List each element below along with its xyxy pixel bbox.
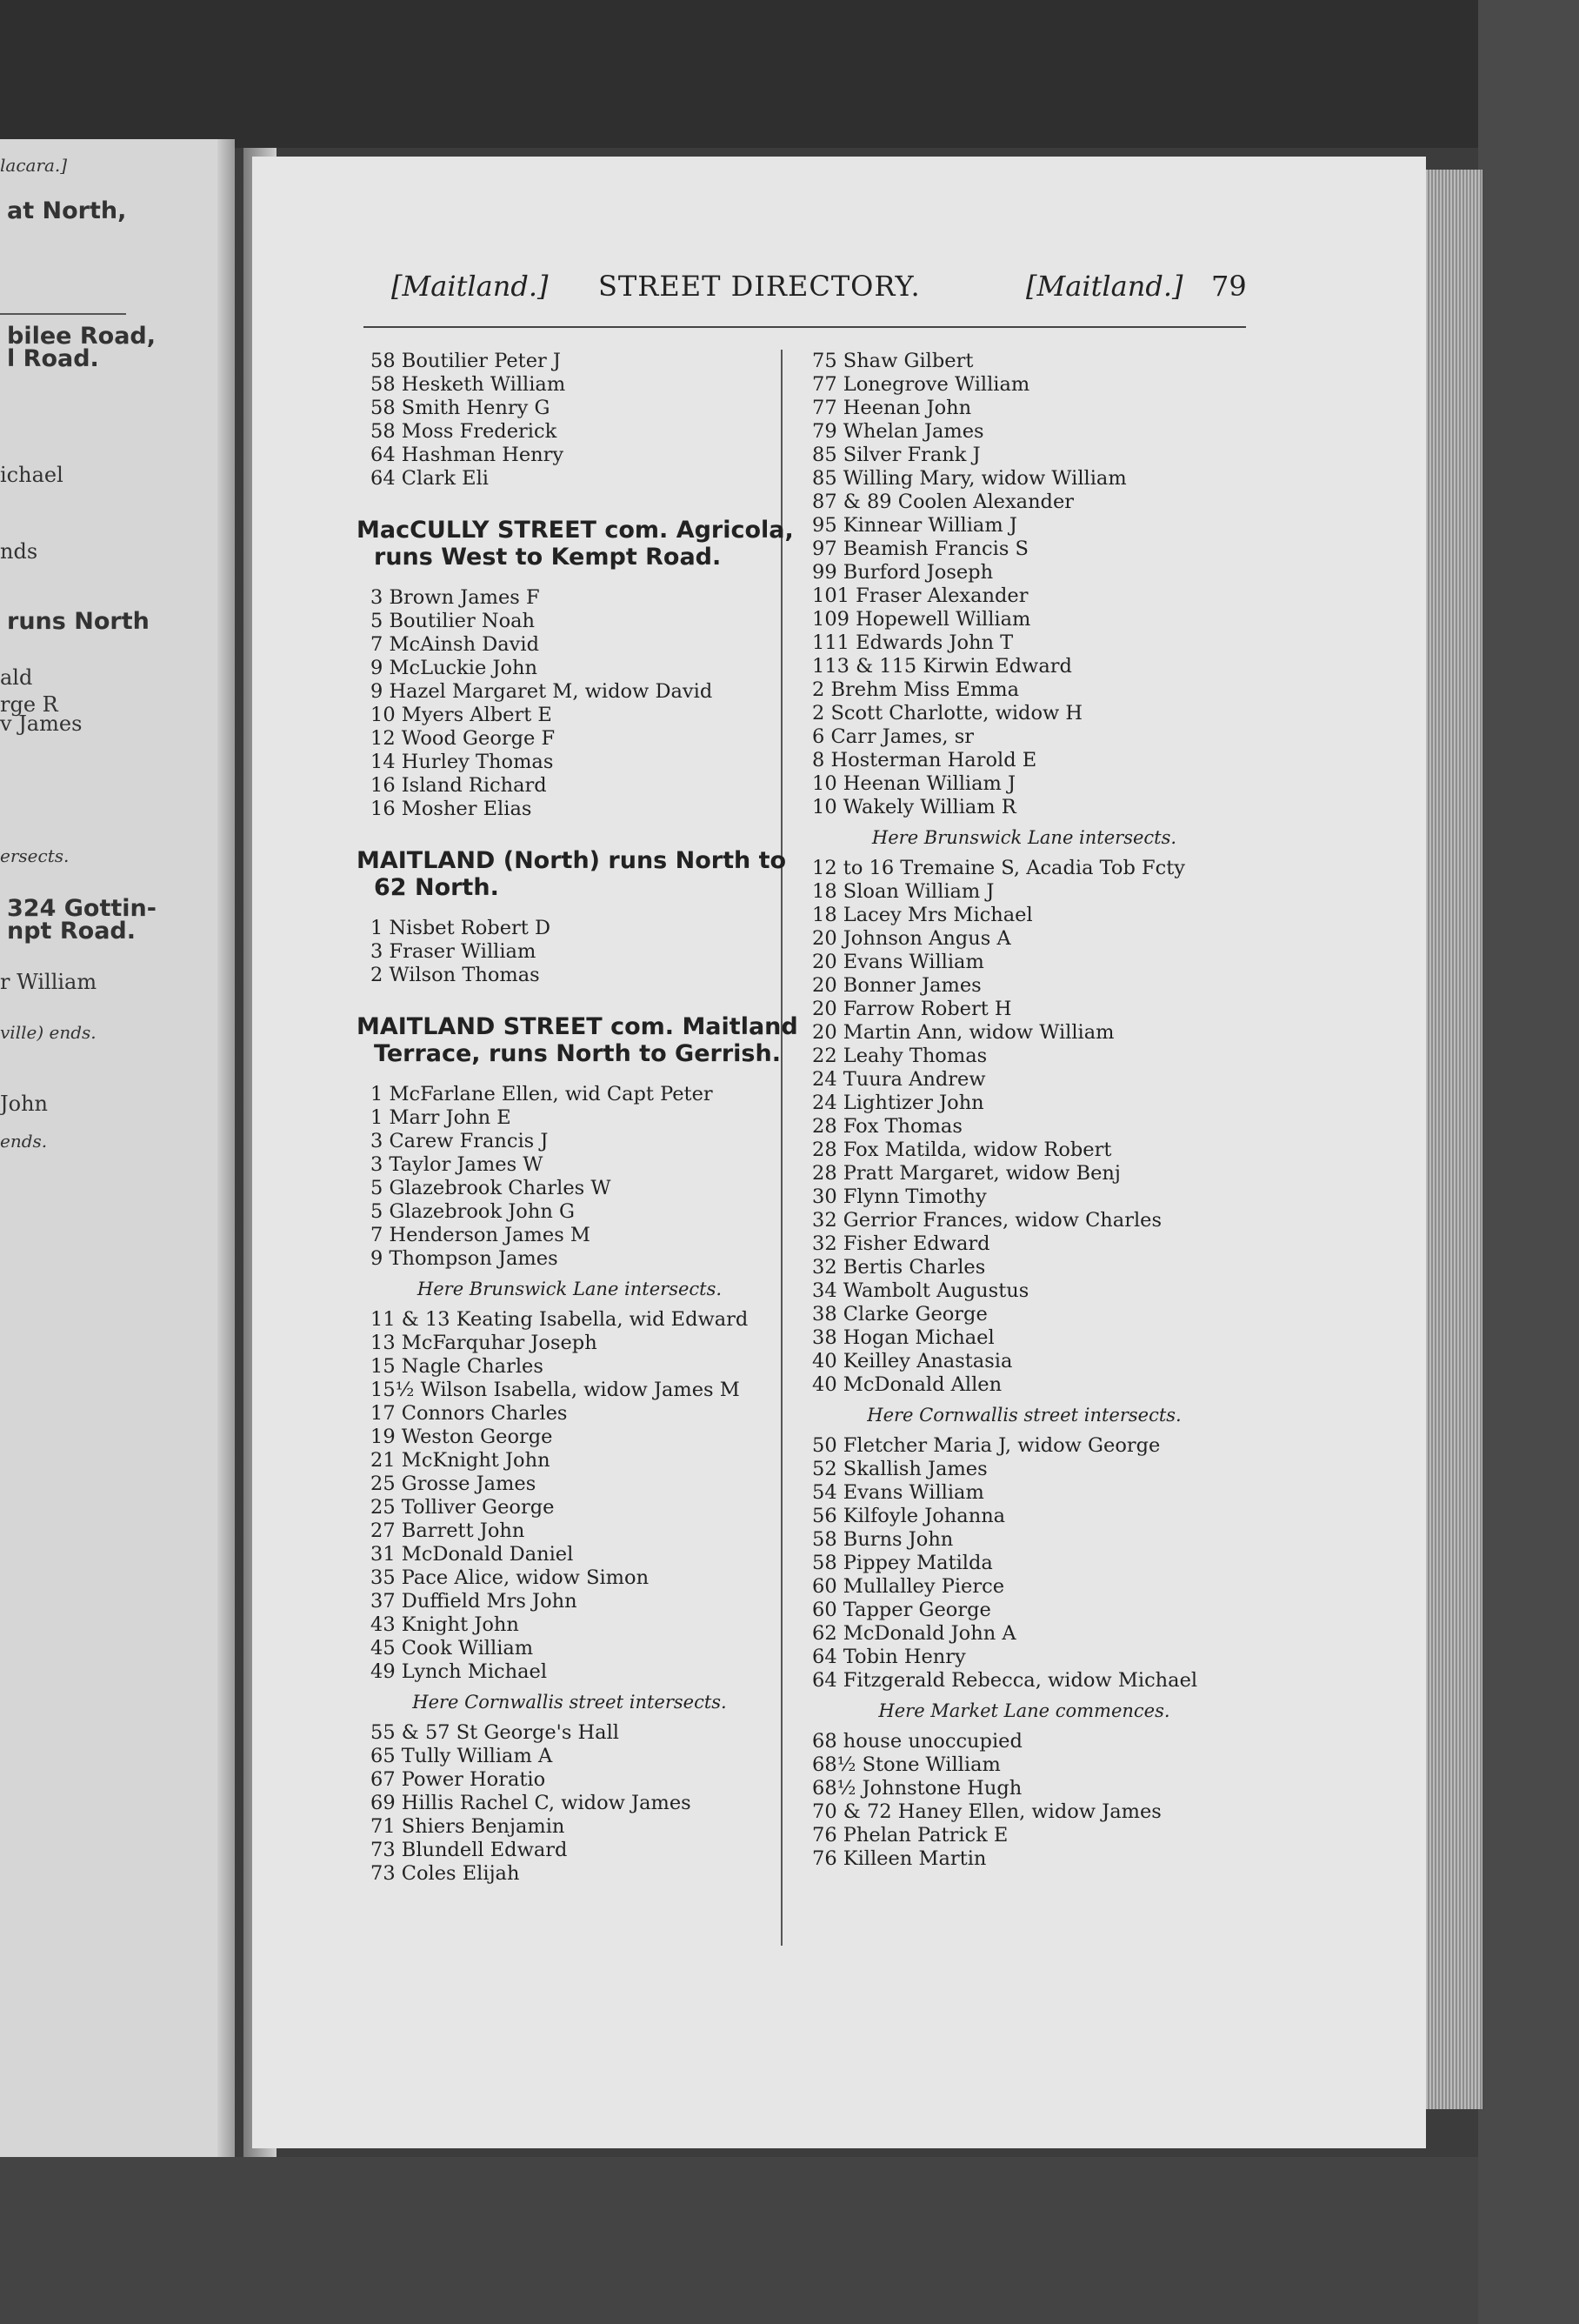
directory-entry: 30 Flynn Timothy [812, 1185, 987, 1208]
directory-entry: 20 Farrow Robert H [812, 998, 1012, 1020]
directory-entry: 64 Clark Eli [370, 467, 489, 490]
directory-entry: 14 Hurley Thomas [370, 751, 554, 773]
directory-entry: 12 to 16 Tremaine S, Acadia Tob Fcty [812, 857, 1185, 879]
directory-entry: 22 Leahy Thomas [812, 1045, 988, 1067]
background-right [1478, 0, 1579, 2324]
directory-entry: 7 Henderson James M [370, 1224, 590, 1246]
directory-entry: 45 Cook William [370, 1637, 534, 1660]
left-page-text-fragment: nds [0, 539, 38, 564]
directory-entry: 52 Skallish James [812, 1458, 988, 1480]
intersection-note: Here Brunswick Lane intersects. [416, 1279, 723, 1299]
directory-entry: 2 Brehm Miss Emma [812, 678, 1020, 701]
left-facing-page [0, 139, 235, 2157]
directory-entry: 27 Barrett John [370, 1519, 525, 1542]
street-heading-maitland-north [356, 847, 787, 901]
directory-entry: 16 Mosher Elias [370, 798, 532, 820]
directory-entry: 20 Evans William [812, 951, 984, 973]
directory-entry: 64 Fitzgerald Rebecca, widow Michael [812, 1669, 1198, 1692]
directory-entry: 62 McDonald John A [812, 1622, 1016, 1645]
directory-entry: 18 Sloan William J [812, 880, 995, 903]
directory-entry: 17 Connors Charles [370, 1402, 568, 1425]
page-number: 79 [1211, 270, 1247, 303]
street-heading-maitland-street [356, 1013, 798, 1067]
directory-entry: 40 Keilley Anastasia [812, 1350, 1013, 1372]
directory-entry: 50 Fletcher Maria J, widow George [812, 1434, 1161, 1457]
column-2 [798, 350, 1250, 1871]
directory-entry: 101 Fraser Alexander [812, 584, 1029, 607]
directory-entry: 25 Grosse James [370, 1473, 536, 1495]
directory-entry: 5 Glazebrook Charles W [370, 1177, 611, 1199]
directory-entry: 21 McKnight John [370, 1449, 550, 1472]
directory-entry: 24 Tuura Andrew [812, 1068, 986, 1091]
entry-list [356, 917, 783, 987]
directory-entry: 20 Bonner James [812, 974, 982, 997]
directory-entry: 25 Tolliver George [370, 1496, 555, 1519]
directory-entry: 35 Pace Alice, widow Simon [370, 1566, 650, 1589]
left-page-rule [0, 313, 126, 315]
left-page-text-fragment: runs North [7, 608, 150, 635]
street-heading-line: 62 North. [374, 874, 499, 901]
directory-entry: 10 Myers Albert E [370, 704, 552, 726]
directory-entry: 7 McAinsh David [370, 633, 539, 656]
directory-entry: 95 Kinnear William J [812, 514, 1017, 537]
directory-entry: 20 Martin Ann, widow William [812, 1021, 1115, 1044]
intersection-note: Here Cornwallis street intersects. [867, 1405, 1182, 1426]
directory-entry: 37 Duffield Mrs John [370, 1590, 577, 1613]
left-page-text-fragment: ersects. [0, 845, 70, 866]
directory-entry: 77 Heenan John [812, 397, 972, 419]
directory-entry: 24 Lightizer John [812, 1092, 984, 1114]
header-rule [363, 326, 1246, 328]
directory-entry: 28 Pratt Margaret, widow Benj [812, 1162, 1121, 1185]
header-right-running-title: [Maitland.] [1026, 270, 1183, 303]
directory-entry: 16 Island Richard [370, 774, 547, 797]
left-page-text-fragment: ends. [0, 1131, 48, 1152]
directory-entry: 9 Hazel Margaret M, widow David [370, 680, 713, 703]
directory-entry: 76 Phelan Patrick E [812, 1824, 1009, 1847]
directory-entry: 1 Marr John E [370, 1106, 511, 1129]
left-page-text-fragment: 324 Gottin- [7, 895, 157, 922]
directory-entry: 99 Burford Joseph [812, 561, 994, 584]
entry-list [798, 350, 1250, 819]
street-heading-line: runs West to Kempt Road. [374, 544, 722, 571]
directory-entry: 38 Hogan Michael [812, 1326, 995, 1349]
left-page-text-fragment: l Road. [7, 345, 99, 372]
directory-entry: 38 Clarke George [812, 1303, 988, 1326]
directory-entry: 3 Fraser William [370, 940, 536, 963]
directory-entry: 6 Carr James, sr [812, 725, 974, 748]
entry-list [798, 1434, 1250, 1693]
street-heading-line: Terrace, runs North to Gerrish. [374, 1040, 781, 1067]
directory-entry: 76 Killeen Martin [812, 1847, 987, 1870]
left-page-gutter [217, 139, 235, 2157]
directory-entry: 28 Fox Matilda, widow Robert [812, 1139, 1112, 1161]
entry-list [798, 857, 1250, 1397]
directory-entry: 11 & 13 Keating Isabella, wid Edward [370, 1308, 749, 1331]
directory-entry: 10 Heenan William J [812, 772, 1016, 795]
directory-entry: 1 Nisbet Robert D [370, 917, 551, 939]
directory-entry: 79 Whelan James [812, 420, 984, 443]
directory-entry: 8 Hosterman Harold E [812, 749, 1037, 771]
directory-entry: 68½ Johnstone Hugh [812, 1777, 1023, 1800]
directory-entry: 5 Boutilier Noah [370, 610, 536, 632]
entry-list [356, 1083, 783, 1271]
directory-entry: 70 & 72 Haney Ellen, widow James [812, 1800, 1162, 1823]
directory-entry: 32 Bertis Charles [812, 1256, 986, 1279]
left-page-text-fragment: lacara.] [0, 155, 68, 176]
street-heading-line: MacCULLY STREET com. Agricola, [356, 517, 794, 544]
directory-entry: 15 Nagle Charles [370, 1355, 543, 1378]
directory-entry: 85 Willing Mary, widow William [812, 467, 1127, 490]
directory-entry: 10 Wakely William R [812, 796, 1016, 818]
directory-entry: 87 & 89 Coolen Alexander [812, 491, 1075, 513]
directory-entry: 9 Thompson James [370, 1247, 558, 1270]
directory-entry: 55 & 57 St George's Hall [370, 1721, 619, 1744]
directory-entry: 109 Hopewell William [812, 608, 1031, 631]
directory-entry: 113 & 115 Kirwin Edward [812, 655, 1072, 678]
directory-entry: 56 Kilfoyle Johanna [812, 1505, 1006, 1527]
directory-entry: 34 Wambolt Augustus [812, 1279, 1029, 1302]
directory-entry: 12 Wood George F [370, 727, 556, 750]
intersection-note: Here Cornwallis street intersects. [412, 1692, 727, 1713]
directory-entry: 85 Silver Frank J [812, 444, 981, 466]
entry-list [798, 1730, 1250, 1871]
directory-entry: 65 Tully William A [370, 1745, 553, 1767]
directory-entry: 73 Coles Elijah [370, 1862, 520, 1885]
entry-list [356, 1721, 783, 1886]
directory-entry: 69 Hillis Rachel C, widow James [370, 1792, 691, 1814]
header-left-running-title: [Maitland.] [391, 270, 549, 303]
street-heading-line: MAITLAND (North) runs North to [356, 847, 787, 874]
directory-entry: 67 Power Horatio [370, 1768, 546, 1791]
directory-entry: 68 house unoccupied [812, 1730, 1023, 1753]
directory-entry: 2 Wilson Thomas [370, 964, 540, 986]
directory-entry: 58 Smith Henry G [370, 397, 550, 419]
directory-entry: 5 Glazebrook John G [370, 1200, 575, 1223]
street-heading-maccully [356, 517, 794, 571]
directory-entry: 32 Fisher Edward [812, 1232, 990, 1255]
background-bottom [0, 2157, 1579, 2324]
left-page-text-fragment: rge R [0, 692, 58, 717]
left-page-text-fragment: at North, [7, 197, 127, 224]
directory-entry: 58 Pippey Matilda [812, 1552, 993, 1574]
street-heading-line: MAITLAND STREET com. Maitland [356, 1013, 798, 1040]
directory-entry: 68½ Stone William [812, 1753, 1001, 1776]
directory-entry: 43 Knight John [370, 1613, 519, 1636]
column-1 [356, 350, 798, 1886]
directory-entry: 97 Beamish Francis S [812, 538, 1029, 560]
directory-entry: 71 Shiers Benjamin [370, 1815, 565, 1838]
left-page-text-fragment: John [0, 1092, 48, 1116]
directory-entry: 31 McDonald Daniel [370, 1543, 574, 1566]
background-top [0, 0, 1579, 148]
directory-entry: 40 McDonald Allen [812, 1373, 1003, 1396]
directory-entry: 49 Lynch Michael [370, 1660, 548, 1683]
directory-entry: 2 Scott Charlotte, widow H [812, 702, 1083, 725]
left-page-text-fragment: ichael [0, 463, 63, 487]
intersection-note: Here Brunswick Lane intersects. [871, 827, 1177, 848]
directory-entry: 60 Mullalley Pierce [812, 1575, 1005, 1598]
directory-entry: 3 Taylor James W [370, 1153, 543, 1176]
directory-entry: 64 Tobin Henry [812, 1646, 966, 1668]
entry-list [356, 350, 783, 491]
entry-list [356, 1308, 783, 1684]
directory-entry: 1 McFarlane Ellen, wid Capt Peter [370, 1083, 713, 1105]
left-page-text-fragment: ville) ends. [0, 1022, 97, 1043]
left-page-text-fragment: npt Road. [7, 918, 136, 945]
commence-note: Here Market Lane commences. [878, 1700, 1170, 1721]
directory-entry: 58 Burns John [812, 1528, 954, 1551]
directory-entry: 18 Lacey Mrs Michael [812, 904, 1033, 926]
directory-entry: 111 Edwards John T [812, 631, 1014, 654]
left-page-text-fragment: v James [0, 711, 83, 736]
directory-entry: 54 Evans William [812, 1481, 984, 1504]
directory-entry: 58 Moss Frederick [370, 420, 557, 443]
header-title: STREET DIRECTORY. [598, 270, 921, 303]
directory-entry: 58 Hesketh William [370, 373, 566, 396]
directory-entry: 73 Blundell Edward [370, 1839, 568, 1861]
directory-entry: 15½ Wilson Isabella, widow James M [370, 1379, 740, 1401]
entry-list [356, 586, 783, 821]
directory-entry: 77 Lonegrove William [812, 373, 1030, 396]
directory-entry: 32 Gerrior Frances, widow Charles [812, 1209, 1163, 1232]
directory-entry: 19 Weston George [370, 1426, 553, 1448]
directory-entry: 9 McLuckie John [370, 657, 537, 679]
left-page-text-fragment: ald [0, 665, 33, 690]
directory-entry: 75 Shaw Gilbert [812, 350, 974, 372]
left-page-text-fragment: r William [0, 970, 97, 994]
directory-entry: 13 McFarquhar Joseph [370, 1332, 597, 1354]
directory-entry: 60 Tapper George [812, 1599, 991, 1621]
directory-entry: 64 Hashman Henry [370, 444, 564, 466]
directory-entry: 28 Fox Thomas [812, 1115, 963, 1138]
directory-entry: 3 Brown James F [370, 586, 540, 609]
directory-entry: 58 Boutilier Peter J [370, 350, 561, 372]
directory-entry: 20 Johnson Angus A [812, 927, 1011, 950]
directory-entry: 3 Carew Francis J [370, 1130, 549, 1152]
left-page-text-fragment: bilee Road, [7, 323, 157, 350]
